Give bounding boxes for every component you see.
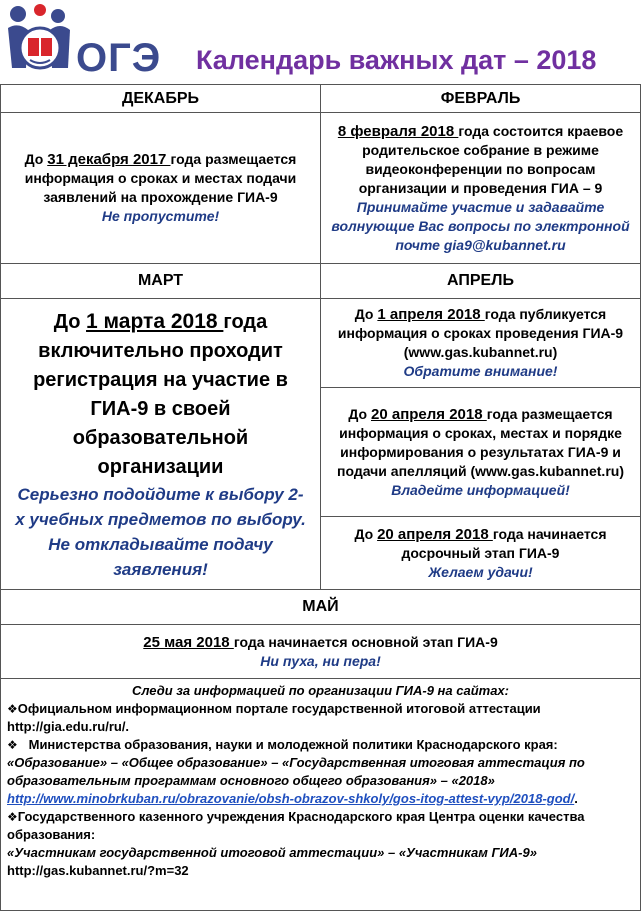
diamond-bullet-icon: ❖ [7, 810, 18, 824]
event-note: Серьезно подойдите к выбору 2-х учебных предметов по выбору. Не откладывайте подачу заявления! [15, 484, 306, 579]
event-date: 25 мая 2018 [143, 633, 234, 651]
source-item-2: ❖ Министерства образования, науки и молодежной политики Краснодарского края: [7, 737, 558, 752]
month-header-february [320, 84, 641, 113]
december-event [0, 112, 321, 264]
oge-logo [6, 4, 166, 80]
info-sources [0, 678, 641, 911]
page-header [0, 0, 641, 84]
event-date: 20 апреля 2018 [371, 405, 487, 423]
source-item-2-path: «Образование» – «Общее образование» – «Государственная итоговая аттестация по образовательным программам основного общего образования» – «2018» [7, 755, 585, 788]
event-date: 20 апреля 2018 [377, 525, 493, 543]
event-date: 1 марта 2018 [86, 309, 224, 333]
sources-heading: Следи за информацией по организации ГИА-9 на сайтах: [132, 683, 509, 698]
event-text: До 1 марта 2018 года включительно проходит регистрация на участие в ГИА-9 в своей образовательной организации [33, 309, 288, 478]
event-date: 31 декабря 2017 [47, 151, 171, 168]
page-title: Календарь важных дат – 2018 [196, 45, 597, 75]
month-label: ФЕВРАЛЬ [440, 89, 521, 107]
diamond-bullet-icon: ❖ [7, 738, 18, 752]
may-event [0, 624, 641, 679]
event-text: До 20 апреля 2018 года размещается информация о сроках, местах и порядке информирования о результатах ГИА-9 и подачи апелляций (www.gas.kubannet.ru) [337, 405, 624, 479]
event-note: Обратите внимание! [403, 363, 558, 379]
march-event [0, 298, 321, 590]
april-event-1 [320, 298, 641, 388]
event-note: Принимайте участие и задавайте волнующие Вас вопросы по электронной почте gia9@kubannet.ru [331, 198, 630, 253]
event-note: Ни пуха, ни пера! [260, 652, 381, 669]
month-header-march [0, 263, 321, 299]
event-text: 8 февраля 2018 года состоится краевое родительское собрание в режиме видеоконференции по вопросам организации и проведения ГИА – 9 [337, 122, 624, 196]
event-note: Не пропустите! [101, 208, 220, 224]
event-text: До 1 апреля 2018 года публикуется информация о сроках проведения ГИА-9 (www.gas.kubannet.ru) [337, 306, 624, 360]
event-date: 1 апреля 2018 [377, 306, 485, 323]
event-date: 8 февраля 2018 [337, 122, 459, 140]
source-item-2-link-row: http://www.minobrkuban.ru/obrazovanie/obsh-obrazov-shkoly/gos-itog-attest-vyp/2018-god/. [7, 791, 578, 806]
source-item-3: ❖Государственного казенного учреждения Краснодарского края Центра оценки качества образования: [7, 809, 585, 842]
source-item-1: ❖Официальном информационном портале государственной итоговой аттестации http://gia.edu.ru/ru/. [7, 701, 541, 734]
event-note: Владейте информацией! [391, 481, 570, 498]
month-label: МАРТ [137, 272, 184, 289]
logo-text: ОГЭ [76, 36, 162, 80]
minobrkuban-link[interactable]: http://www.minobrkuban.ru/obrazovanie/obsh-obrazov-shkoly/gos-itog-attest-vyp/2018-god/ [7, 791, 575, 806]
april-event-3 [320, 516, 641, 590]
month-header-april [320, 263, 641, 299]
month-header-may [0, 589, 641, 625]
month-label: МАЙ [302, 598, 339, 615]
month-label: ДЕКАБРЬ [121, 89, 200, 107]
event-text: 25 мая 2018 года начинается основной этап ГИА-9 [143, 633, 498, 651]
february-event [320, 112, 641, 264]
event-text: До 31 декабря 2017 года размещается информация о сроках и местах подачи заявлений на прохождение ГИА-9 [24, 151, 297, 205]
event-text: До 20 апреля 2018 года начинается досрочный этап ГИА-9 [354, 525, 607, 561]
month-header-december [0, 84, 321, 113]
month-label: АПРЕЛЬ [447, 272, 514, 289]
source-item-3-path: «Участникам государственной итоговой аттестации» – «Участникам ГИА-9» [7, 845, 537, 860]
event-note: Желаем удачи! [428, 563, 533, 580]
gas-kubannet-link[interactable]: http://gas.kubannet.ru/?m=32 [7, 863, 189, 878]
diamond-bullet-icon: ❖ [7, 702, 18, 716]
april-event-2 [320, 387, 641, 517]
